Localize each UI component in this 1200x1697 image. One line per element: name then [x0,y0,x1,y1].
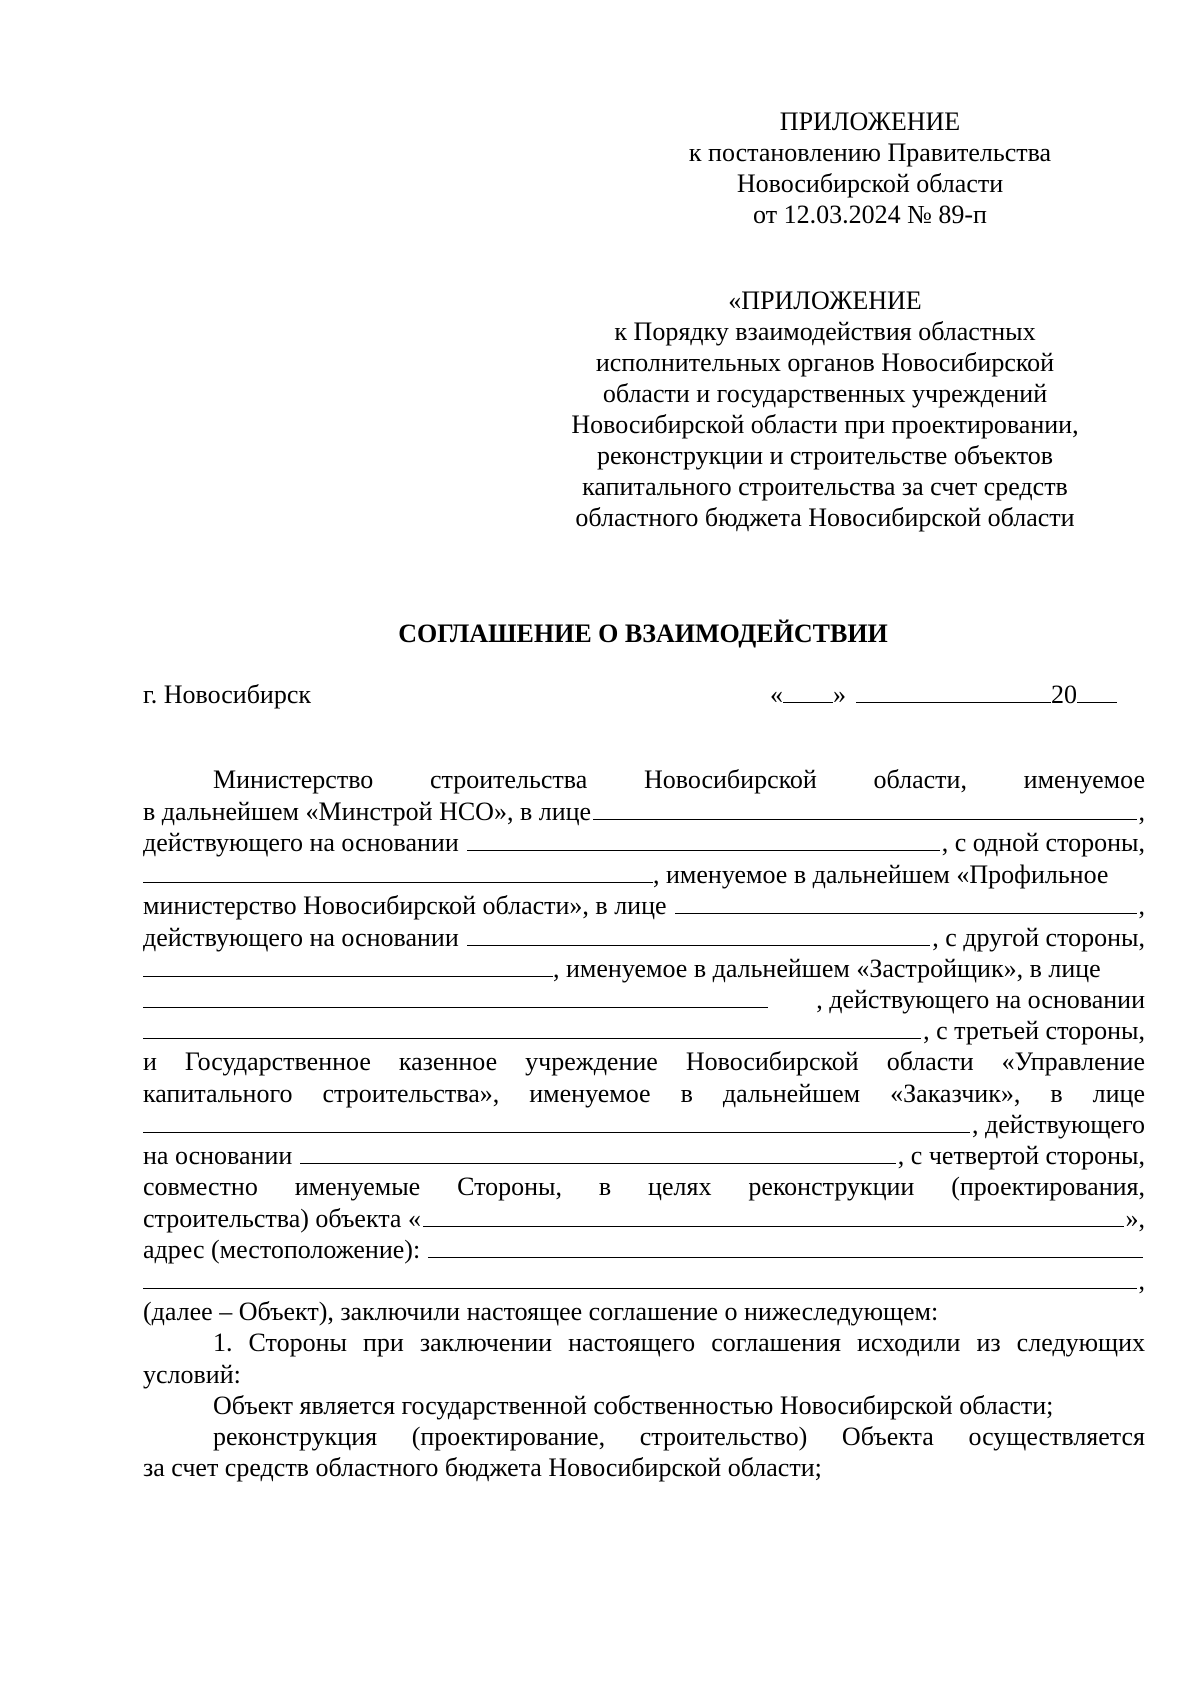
body-line: , именуемое в дальнейшем «Профильное [143,859,1145,890]
body-line: министерство Новосибирской области», в лице , [143,891,1145,920]
object-address-field-2[interactable] [143,1266,1137,1289]
body-line: , с третьей стороны, [143,1015,1145,1046]
year-field[interactable] [1077,680,1117,703]
minstroy-basis-field[interactable] [467,828,940,851]
body-line: Объект является государственной собственностью Новосибирской области; [213,1391,1054,1420]
body-line: , именуемое в дальнейшем «Застройщик», в лице [143,953,1145,984]
annex-line: реконструкции и строительстве объектов [596,441,1053,470]
annex-line: исполнительных органов Новосибирской [595,348,1055,377]
attachment-line-2: Новосибирской области [736,169,1004,198]
body-line: на основании , с четвертой стороны, [143,1141,1145,1170]
month-field[interactable] [856,680,1051,703]
body-line: действующего на основании , с одной стороны, [143,828,1145,857]
object-name-field[interactable] [423,1204,1124,1227]
developer-rep-field[interactable] [143,985,768,1008]
profile-ministry-name-field[interactable] [143,860,653,883]
attachment-line-1: к постановлению Правительства [688,138,1052,167]
body-line: и Государственное казенное учреждение Новосибирской области «Управление [143,1047,1145,1076]
document-heading: СОГЛАШЕНИЕ О ВЗАИМОДЕЙСТВИИ [398,619,888,648]
body-line: , действующего на основании [143,984,1145,1015]
annex-line: области и государственных учреждений [602,379,1048,408]
body-line: адрес (местоположение): [143,1234,1145,1265]
annex-line: Новосибирской области при проектировании, [571,410,1079,439]
customer-basis-field[interactable] [300,1141,896,1164]
body-line: в дальнейшем «Минстрой НСО», в лице , [143,797,1145,826]
date-line: « » 20 [770,679,1145,710]
annex-title: «ПРИЛОЖЕНИЕ [728,286,922,315]
body-line: (далее – Объект), заключили настоящее соглашение о нижеследующем: [143,1297,939,1326]
body-line: , [143,1265,1145,1296]
body-line: Министерство строительства Новосибирской области, именуемое [213,765,1145,794]
body-line: строительства) объекта « », [143,1204,1145,1233]
annex-line: капитального строительства за счет средств [582,472,1068,501]
body-line: условий: [143,1360,241,1389]
minstroy-rep-field[interactable] [593,797,1136,820]
day-field[interactable] [783,680,833,703]
object-address-field[interactable] [428,1235,1143,1258]
body-line: 1. Стороны при заключении настоящего соглашения исходили из следующих [213,1328,1145,1357]
attachment-title: ПРИЛОЖЕНИЕ [779,107,961,136]
body-line: действующего на основании , с другой стороны, [143,923,1145,952]
profile-ministry-basis-field[interactable] [467,923,930,946]
annex-line: областного бюджета Новосибирской области [575,503,1075,532]
body-line: , действующего [143,1109,1145,1140]
attachment-date: от 12.03.2024 № 89-п [753,200,987,229]
body-line: совместно именуемые Стороны, в целях реконструкции (проектирования, [143,1172,1145,1201]
body-line: капитального строительства», именуемое в дальнейшем «Заказчик», в лице [143,1079,1145,1108]
customer-rep-field[interactable] [143,1110,970,1133]
profile-ministry-rep-field[interactable] [675,891,1137,914]
annex-line: к Порядку взаимодействия областных [614,317,1036,346]
developer-name-field[interactable] [143,954,553,977]
body-line: реконструкция (проектирование, строительство) Объекта осуществляется [213,1422,1145,1451]
place-label: г. Новосибирск [143,680,312,709]
developer-basis-field[interactable] [143,1016,921,1039]
body-line: за счет средств областного бюджета Новосибирской области; [143,1453,822,1482]
